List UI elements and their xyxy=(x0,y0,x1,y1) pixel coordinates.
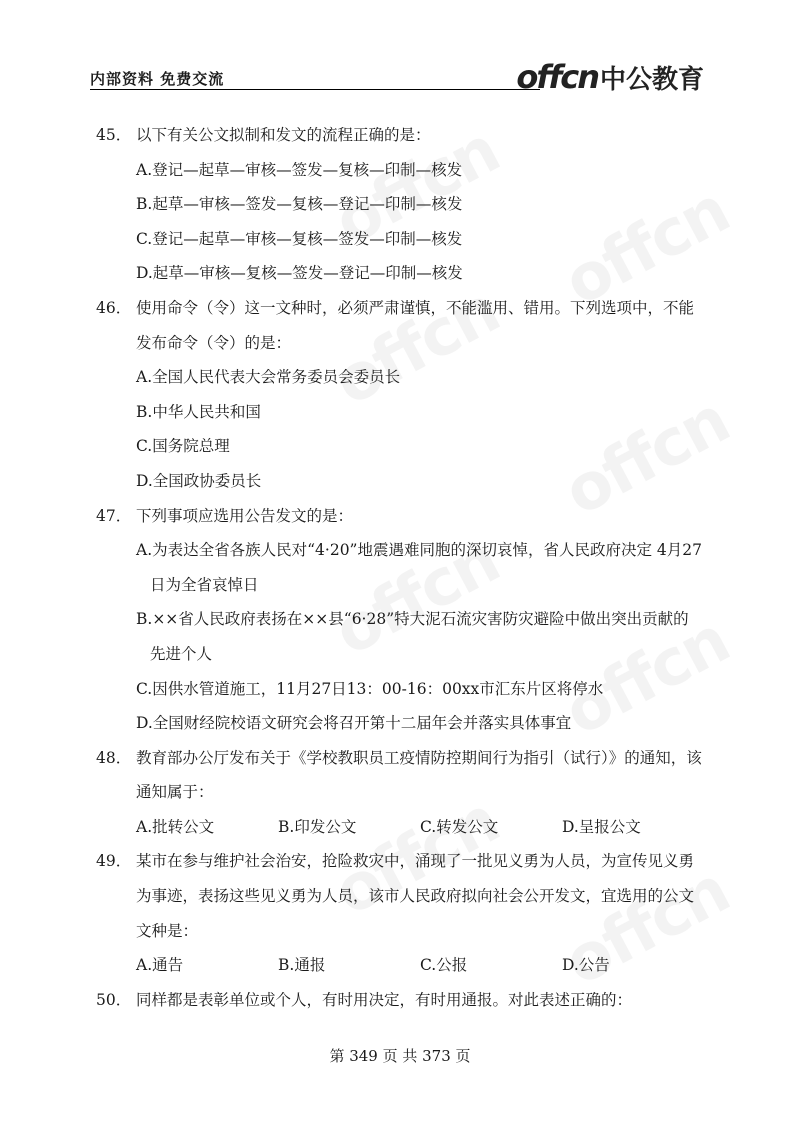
option-a: A.全国人民代表大会常务委员会委员长 xyxy=(136,368,401,387)
option-d: D.全国财经院校语文研究会将召开第十二届年会并落实具体事宜 xyxy=(136,714,572,733)
option-a: A.登记—起草—审核—签发—复核—印制—核发 xyxy=(136,160,463,179)
header-rule xyxy=(90,89,540,90)
option-list xyxy=(136,948,704,983)
question-stem: 使用命令（令）这一文种时，必须严肃谨慎，不能滥用、错用。下列选项中，不能发布命令（令）的是： xyxy=(136,298,695,352)
question-number: 46． xyxy=(96,298,132,317)
question-number: 47． xyxy=(96,506,132,525)
option-d: D.起草—审核—复核—签发—登记—印制—核发 xyxy=(136,264,463,283)
option-d: D.呈报公文 xyxy=(562,817,641,836)
question-number: 50． xyxy=(96,990,132,1009)
offcn-logo xyxy=(516,58,704,96)
option-b: B.通报 xyxy=(278,956,326,975)
question-stem: 某市在参与维护社会治安，抢险救灾中，涌现了一批见义勇为人员，为宣传见义勇为事迹，表扬这些见义勇为人员，该市人民政府拟向社会公开发文，宜选用的公文文种是： xyxy=(136,852,695,940)
question-46 xyxy=(96,291,704,499)
option-a: A.为表达全省各族人民对“4·20”地震遇难同胞的深切哀悼，省人民政府决定 4月27日为全省哀悼日 xyxy=(136,541,702,594)
option-a: A.批转公文 xyxy=(136,817,215,836)
question-list xyxy=(96,118,704,1017)
option-d: D.公告 xyxy=(562,956,610,975)
option-a: A.通告 xyxy=(136,956,184,975)
option-c: C.国务院总理 xyxy=(136,437,230,456)
question-45 xyxy=(96,118,704,291)
question-47 xyxy=(96,499,704,741)
logo-latin-text: offcn xyxy=(516,58,598,96)
question-stem: 同样都是表彰单位或个人，有时用决定，有时用通报。对此表述正确的： xyxy=(136,990,633,1009)
option-b: B.起草—审核—签发—复核—登记—印制—核发 xyxy=(136,195,463,214)
question-50 xyxy=(96,983,704,1018)
option-b: B.××省人民政府表扬在××县“6·28”特大泥石流灾害防灾避险中做出突出贡献的先进个人 xyxy=(136,610,689,663)
logo-chinese-text: 中公教育 xyxy=(599,65,704,95)
option-c: C.登记—起草—审核—复核—签发—印制—核发 xyxy=(136,229,463,248)
question-stem: 教育部办公厅发布关于《学校教职员工疫情防控期间行为指引（试行）》的通知，该通知属于： xyxy=(136,748,702,802)
option-list xyxy=(136,533,704,741)
question-stem: 以下有关公文拟制和发文的流程正确的是： xyxy=(136,126,431,144)
question-number: 49． xyxy=(96,852,132,871)
header-label: 内部资料 免费交流 xyxy=(90,70,225,88)
option-c: C.公报 xyxy=(420,956,468,975)
question-48 xyxy=(96,741,704,845)
question-49 xyxy=(96,844,704,982)
page-header xyxy=(90,56,704,96)
option-c: C.转发公文 xyxy=(420,817,499,836)
option-b: B.中华人民共和国 xyxy=(136,402,261,421)
question-number: 45． xyxy=(96,126,132,144)
option-list xyxy=(136,810,704,845)
page-number: 第 349 页 共 373 页 xyxy=(329,1047,471,1065)
option-c: C.因供水管道施工，11月27日13：00-16：00xx市汇东片区将停水 xyxy=(136,679,604,698)
option-d: D.全国政协委员长 xyxy=(136,471,262,490)
question-number: 48． xyxy=(96,748,132,767)
question-stem: 下列事项应选用公告发文的是： xyxy=(136,506,354,525)
option-b: B.印发公文 xyxy=(278,817,357,836)
option-list xyxy=(136,360,704,498)
option-list xyxy=(136,153,704,291)
